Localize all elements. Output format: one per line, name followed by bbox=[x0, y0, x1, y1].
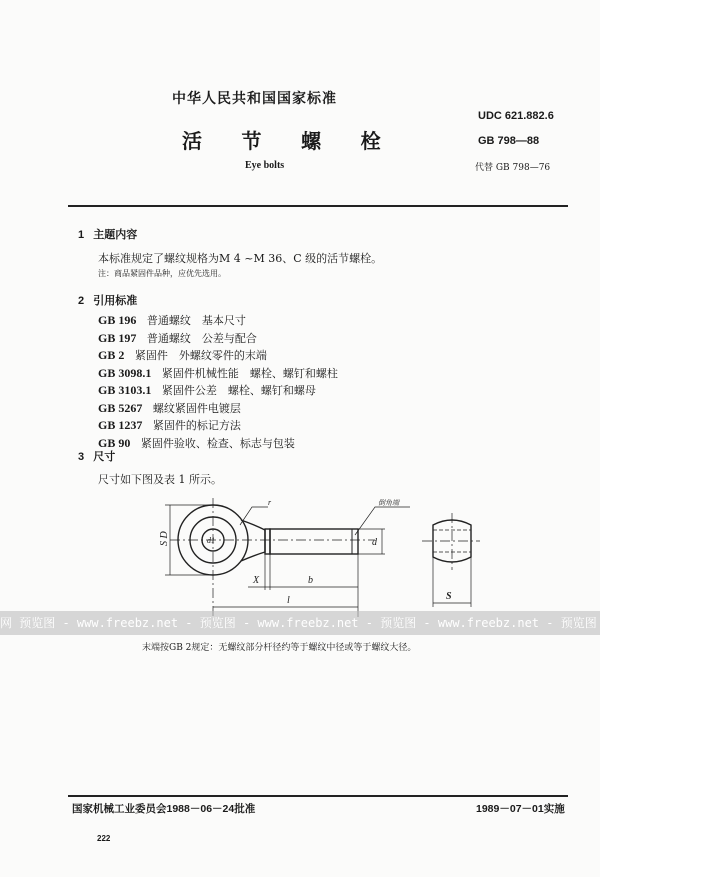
watermark-band: 网 预览图 - www.freebz.net - 预览图 - www.freebz.net - 预览图 - www.freebz.net - 预览图 - www.freebz.net bbox=[0, 611, 600, 635]
footer-rule bbox=[68, 795, 568, 797]
header-rule bbox=[68, 205, 568, 207]
label-sd: S D bbox=[159, 531, 170, 546]
section-number: 1 bbox=[78, 229, 85, 241]
section-number: 3 bbox=[78, 451, 85, 463]
section-2-heading bbox=[78, 292, 137, 308]
approval-date: 国家机械工业委员会1988－06－24批准 bbox=[72, 803, 256, 815]
english-title: Eye bolts bbox=[245, 160, 285, 171]
reference-item bbox=[98, 400, 338, 418]
reference-title: 紧固件公差 螺栓、螺钉和螺母 bbox=[161, 384, 316, 397]
reference-code: GB 197 bbox=[98, 330, 137, 345]
label-d1: d1 bbox=[207, 536, 215, 545]
reference-item bbox=[98, 417, 338, 435]
issuing-org: 中华人民共和国国家标准 bbox=[172, 90, 337, 106]
reference-item bbox=[98, 382, 338, 400]
label-s: S bbox=[446, 591, 452, 602]
label-l: l bbox=[287, 595, 290, 606]
udc-code: UDC 621.882.6 bbox=[478, 110, 554, 122]
label-x: X bbox=[253, 575, 260, 586]
page-number: 222 bbox=[97, 834, 111, 843]
reference-item bbox=[98, 365, 338, 383]
reference-title: 紧固件验收、检查、标志与包装 bbox=[140, 436, 295, 450]
section-3-body: 尺寸如下图及表 1 所示。 bbox=[98, 473, 222, 486]
section-title: 尺寸 bbox=[93, 451, 116, 463]
section-title: 引用标准 bbox=[93, 295, 138, 307]
reference-code: GB 1237 bbox=[98, 418, 143, 432]
reference-code: GB 5267 bbox=[98, 400, 143, 415]
reference-item bbox=[98, 312, 338, 330]
reference-code: GB 2 bbox=[98, 348, 125, 362]
effective-date: 1989－07－01实施 bbox=[476, 803, 565, 815]
eye-bolt-drawing bbox=[140, 495, 500, 625]
reference-title: 紧固件机械性能 螺栓、螺钉和螺柱 bbox=[161, 366, 338, 380]
label-r: r bbox=[268, 498, 272, 507]
reference-code: GB 3103.1 bbox=[98, 383, 152, 397]
reference-code: GB 3098.1 bbox=[98, 365, 152, 380]
reference-code: GB 90 bbox=[98, 435, 131, 450]
reference-item bbox=[98, 347, 338, 365]
reference-list bbox=[98, 312, 338, 452]
document-title: 活 节 螺 栓 bbox=[182, 131, 389, 153]
reference-title: 普通螺纹 基本尺寸 bbox=[146, 314, 246, 327]
section-1-body: 本标准规定了螺纹规格为M 4 ~M 36、C 级的活节螺栓。 bbox=[98, 252, 383, 265]
reference-code: GB 196 bbox=[98, 313, 137, 327]
reference-item bbox=[98, 330, 338, 348]
section-1-heading bbox=[78, 226, 137, 242]
reference-item bbox=[98, 435, 338, 453]
section-number: 2 bbox=[78, 295, 85, 307]
replaces-standard: 代替 GB 798—76 bbox=[475, 163, 551, 173]
standard-number: GB 798—88 bbox=[478, 135, 540, 147]
label-d: d bbox=[372, 537, 377, 548]
reference-title: 紧固件 外螺纹零件的末端 bbox=[134, 349, 267, 362]
label-b: b bbox=[308, 575, 313, 586]
section-1-note: 注：商品紧固件品种，应优先选用。 bbox=[98, 269, 226, 278]
reference-title: 紧固件的标记方法 bbox=[152, 419, 241, 432]
section-title: 主题内容 bbox=[93, 229, 138, 241]
section-3-heading bbox=[78, 448, 115, 464]
footnote: 末端按GB 2规定：无螺纹部分杆径约等于螺纹中径或等于螺纹大径。 bbox=[142, 643, 417, 653]
reference-title: 普通螺纹 公差与配合 bbox=[146, 331, 257, 345]
reference-title: 螺纹紧固件电镀层 bbox=[152, 401, 241, 415]
label-chamfer-end: 倒角端 bbox=[378, 499, 399, 507]
